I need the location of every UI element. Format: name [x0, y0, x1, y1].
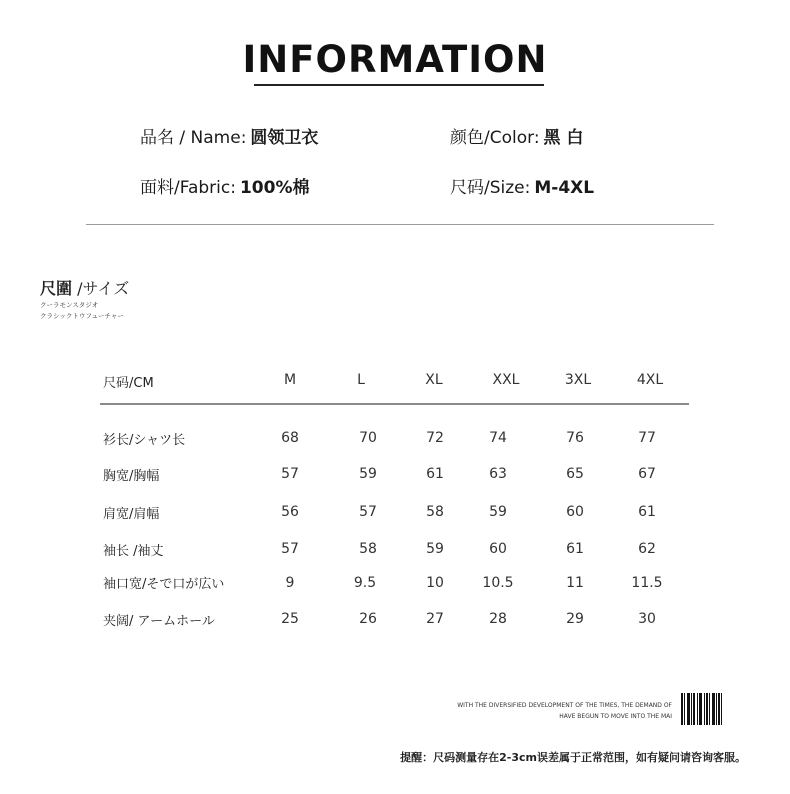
- table-cell: 74: [489, 430, 507, 446]
- table-cell: 63: [489, 466, 507, 482]
- table-cell: 9.5: [353, 575, 377, 591]
- table-header-size: M: [283, 372, 297, 388]
- info-fabric-value: 100%棉: [239, 178, 310, 198]
- table-cell: 26: [359, 611, 377, 627]
- info-color: [450, 123, 583, 148]
- size-section-title-bold: 尺圍: [40, 279, 73, 298]
- table-cell: 27: [426, 611, 444, 627]
- table-cell: 59: [359, 466, 377, 482]
- table-header-rule: [100, 403, 689, 405]
- table-cell: 10.5: [482, 575, 514, 591]
- table-cell: 25: [281, 611, 299, 627]
- table-cell: 11: [566, 575, 584, 591]
- info-divider: [86, 224, 714, 225]
- table-header-size: 4XL: [636, 372, 664, 388]
- info-size-value: M-4XL: [534, 178, 595, 198]
- table-cell: 59: [489, 504, 507, 520]
- table-cell: 70: [359, 430, 377, 446]
- info-color-key: 颜色/Color:: [450, 128, 540, 148]
- table-cell: 56: [281, 504, 299, 520]
- size-notice: 提醒：尺码测量存在2-3cm误差属于正常范围，如有疑问请咨询客服。: [400, 751, 746, 764]
- table-cell: 68: [281, 430, 299, 446]
- footer-tagline-2: HAVE BEGUN TO MOVE INTO THE MAI: [559, 713, 672, 720]
- info-name-key: 品名 / Name:: [140, 128, 247, 148]
- table-cell: 61: [638, 504, 656, 520]
- table-cell: 62: [638, 541, 656, 557]
- table-cell: 10: [426, 575, 444, 591]
- table-cell: 28: [489, 611, 507, 627]
- table-row-label: 衫长/シャツ长: [103, 433, 186, 448]
- table-header-size: L: [357, 372, 365, 388]
- table-cell: 58: [426, 504, 444, 520]
- table-cell: 59: [426, 541, 444, 557]
- info-fabric: [140, 173, 309, 198]
- info-size: [450, 173, 594, 198]
- info-fabric-key: 面料/Fabric:: [140, 178, 236, 198]
- info-name-value: 圆领卫衣: [250, 128, 319, 148]
- table-cell: 57: [359, 504, 377, 520]
- info-name: [140, 123, 318, 148]
- table-cell: 58: [359, 541, 377, 557]
- title-underline: [254, 84, 544, 86]
- table-row-label: 胸宽/胸幅: [103, 469, 160, 484]
- table-cell: 67: [638, 466, 656, 482]
- info-size-key: 尺码/Size:: [450, 178, 531, 198]
- page-title: INFORMATION: [242, 38, 548, 81]
- table-cell: 57: [281, 541, 299, 557]
- table-cell: 61: [426, 466, 444, 482]
- table-row-label: 袖口宽/そで口が広い: [103, 577, 225, 592]
- table-cell: 77: [638, 430, 656, 446]
- table-cell: 60: [566, 504, 584, 520]
- info-color-value: 黑 白: [543, 128, 584, 148]
- table-header-size: XL: [425, 372, 443, 388]
- size-section-subtitle-1: クーラモンスタジオ: [40, 301, 99, 309]
- table-cell: 65: [566, 466, 584, 482]
- table-cell: 29: [566, 611, 584, 627]
- table-header-size: XXL: [492, 372, 520, 388]
- size-section-subtitle-2: クラシックトウフューチャー: [40, 312, 124, 320]
- table-header-label: 尺码/CM: [103, 376, 154, 391]
- table-cell: 76: [566, 430, 584, 446]
- table-cell: 9: [285, 575, 295, 591]
- table-cell: 57: [281, 466, 299, 482]
- barcode-icon: [681, 693, 733, 725]
- footer-tagline-1: WITH THE DIVERSIFIED DEVELOPMENT OF THE TIMES, THE DEMAND OF: [457, 702, 672, 709]
- table-cell: 60: [489, 541, 507, 557]
- table-row-label: 夹阔/ アームホール: [103, 614, 215, 629]
- table-row-label: 袖长 /袖丈: [103, 544, 164, 559]
- table-header-size: 3XL: [564, 372, 592, 388]
- table-cell: 11.5: [631, 575, 663, 591]
- size-section-title: [40, 276, 129, 299]
- table-cell: 72: [426, 430, 444, 446]
- table-cell: 61: [566, 541, 584, 557]
- size-section-title-rest: /サイズ: [72, 279, 130, 298]
- table-cell: 30: [638, 611, 656, 627]
- table-row-label: 肩宽/肩幅: [103, 507, 160, 522]
